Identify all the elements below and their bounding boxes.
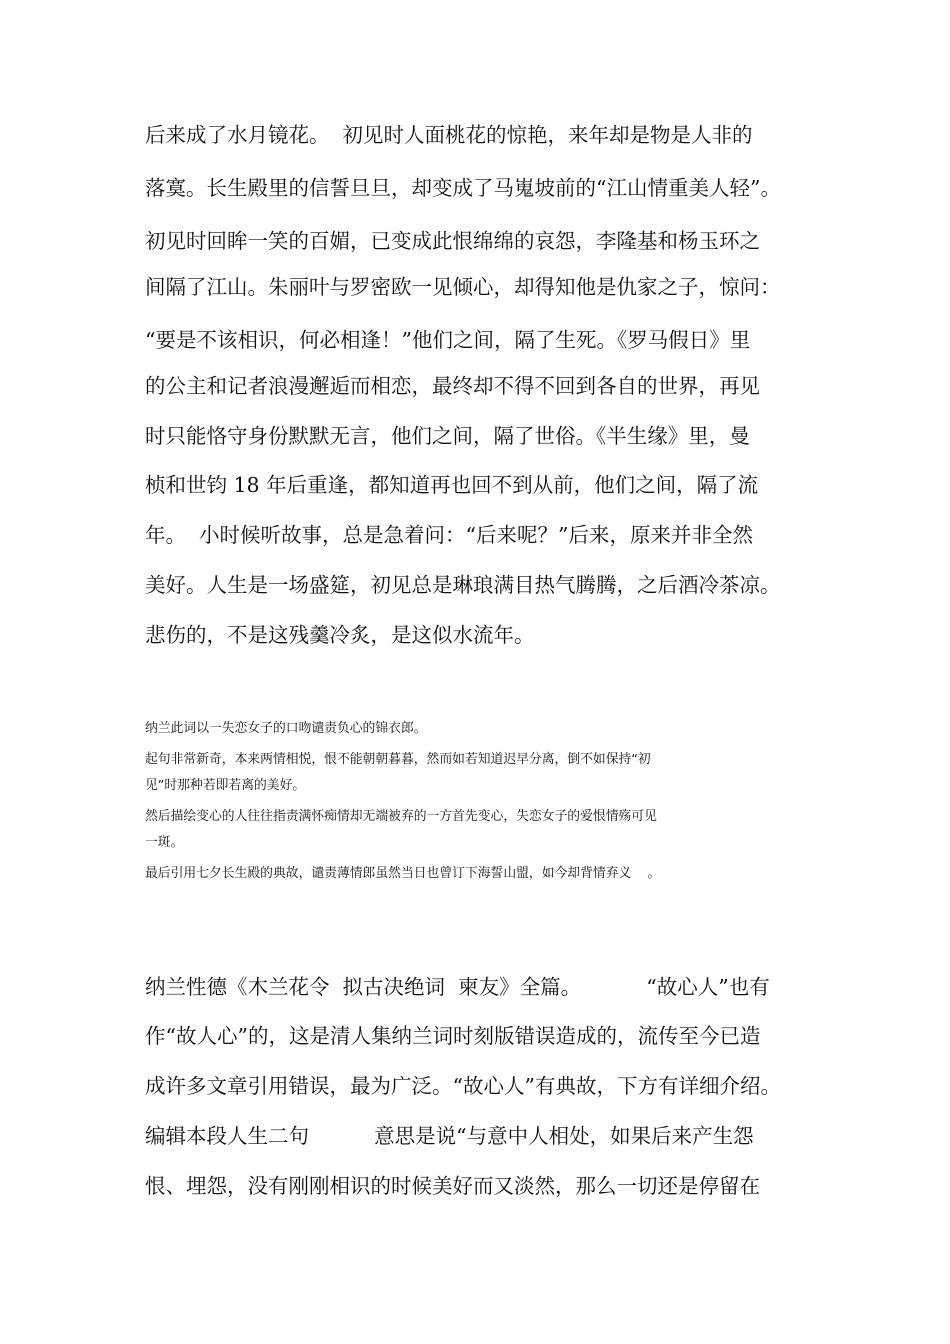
commentary-line: 最后引用七夕长生殿的典故，谴责薄情郎虽然当日也曾订下海誓山盟，如今却背情弃义 。 — [145, 866, 661, 881]
commentary-line: 见”时那种若即若离的美好。 — [145, 778, 306, 793]
text-line: 后来成了水月镜花。 初见时人面桃花的惊艳，来年却是物是人非的 — [145, 123, 753, 147]
text-line: 成许多文章引用错误，最为广泛。“故心人”有典故，下方有详细介绍。 — [145, 1074, 781, 1098]
text-line: 时只能恪守身份默默无言，他们之间，隔了世俗。《半生缘》里，曼 — [145, 424, 750, 448]
text-line: 纳兰性德《木兰花令 拟古决绝词 柬友》全篇。 “故心人”也有 — [145, 975, 770, 999]
text-line: 恨、埋怨，没有刚刚相识的时候美好而又淡然，那么一切还是停留在 — [145, 1174, 760, 1198]
text-line: 作“故人心”的，这是清人集纳兰词时刻版错误造成的，流传至今已造 — [145, 1024, 761, 1048]
text-line: 美好。人生是一场盛筵，初见总是琳琅满目热气腾腾，之后酒冷茶凉。 — [145, 573, 781, 597]
text-line: 间隔了江山。朱丽叶与罗密欧一见倾心，却得知他是仇家之子，惊问： — [145, 275, 781, 299]
text-line: 年。 小时候听故事，总是急着问：“后来呢？”后来，原来并非全然 — [145, 523, 753, 547]
text-line: 落寞。长生殿里的信誓旦旦，却变成了马嵬坡前的“江山情重美人轻”。 — [145, 176, 781, 200]
text-line: 初见时回眸一笑的百媚，已变成此恨绵绵的哀怨，李隆基和杨玉环之 — [145, 229, 760, 253]
commentary-line: 一斑。 — [145, 835, 184, 850]
text-line: 桢和世钧 18 年后重逢，都知道再也回不到从前，他们之间，隔了流 — [145, 473, 759, 497]
text-line: 的公主和记者浪漫邂逅而相恋，最终却不得不回到各自的世界，再见 — [145, 374, 760, 398]
text-line: 悲伤的，不是这残羹冷炙，是这似水流年。 — [145, 623, 535, 647]
text-line: 编辑本段人生二句 意思是说“与意中人相处，如果后来产生怨 — [145, 1124, 754, 1148]
commentary-line: 起句非常新奇，本来两情相悦，恨不能朝朝暮暮，然而如若知道迟早分离，倒不如保持“初 — [145, 752, 651, 767]
commentary-line: 然后描绘变心的人往往指责满怀痴情却无端被弃的一方首先变心，失恋女子的爱恨情殇可见 — [145, 809, 657, 824]
commentary-line: 纳兰此词以一失恋女子的口吻谴责负心的锦衣郎。 — [145, 721, 427, 736]
text-line: “要是不该相识，何必相逢！”他们之间，隔了生死。《罗马假日》里 — [145, 328, 751, 352]
